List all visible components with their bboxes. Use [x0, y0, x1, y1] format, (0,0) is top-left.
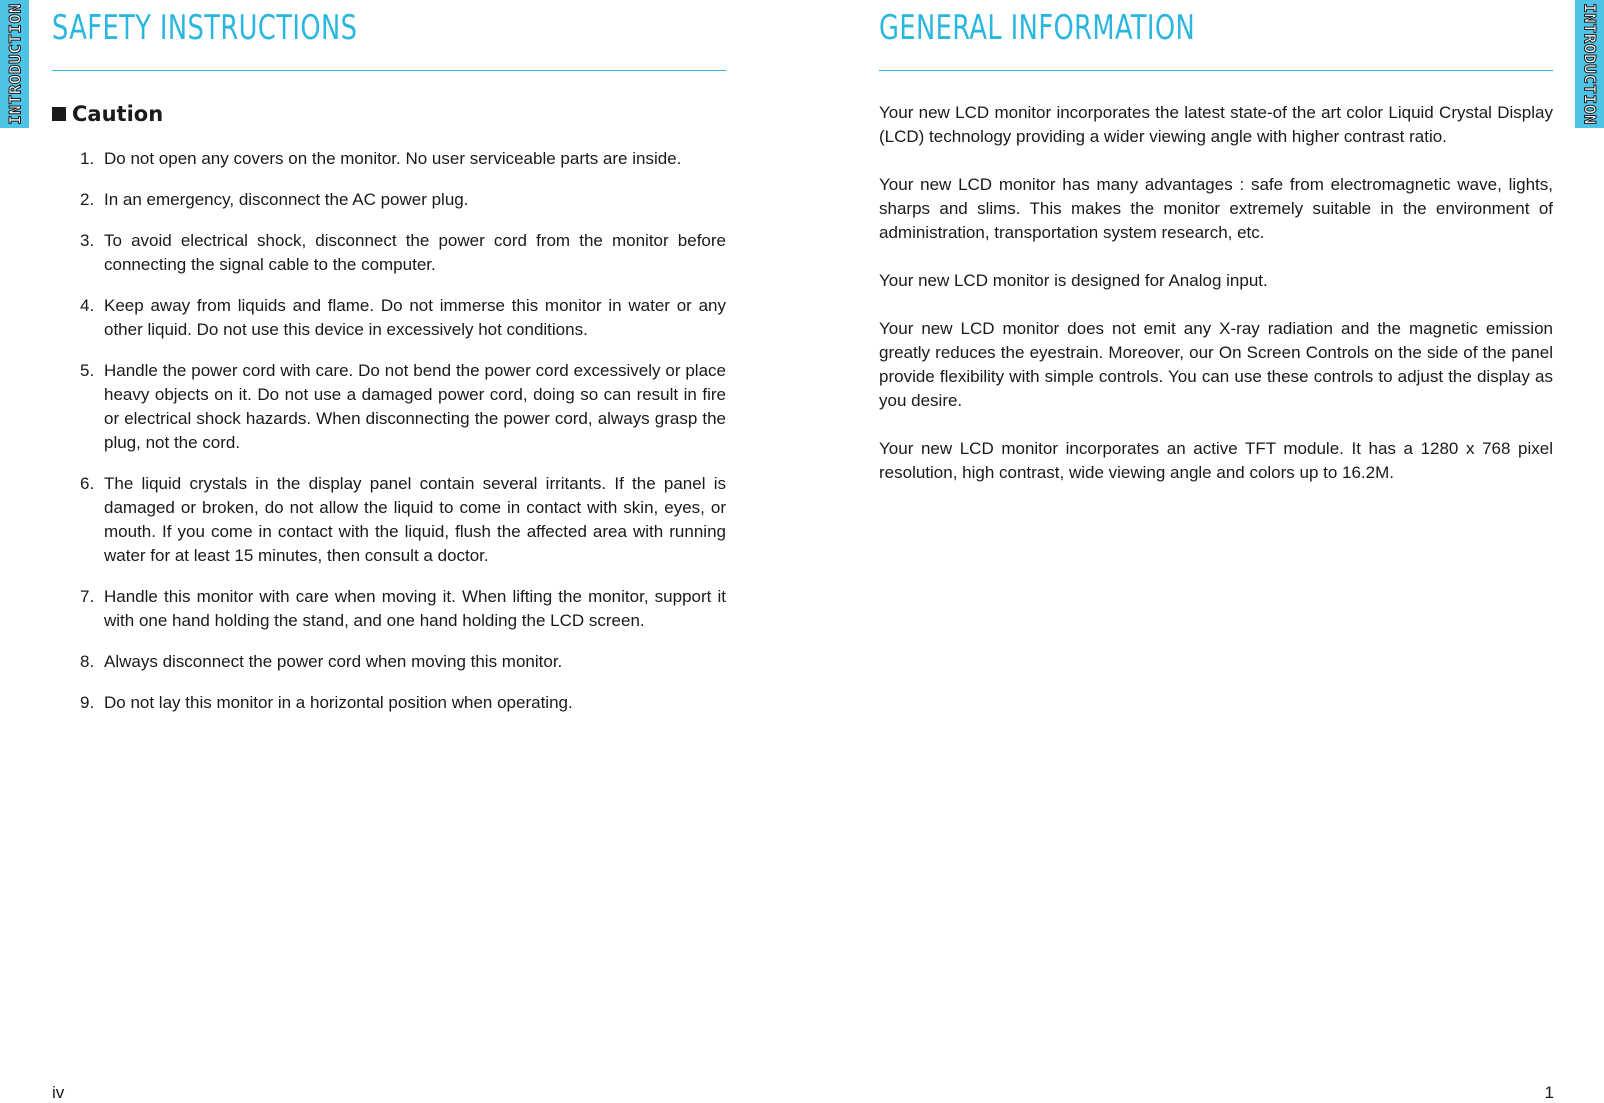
item-text: Keep away from liquids and flame. Do not immerse this monitor in water or any other liquid. Do not use this device in excessively hot conditions.	[104, 296, 726, 339]
item-text: Handle this monitor with care when moving it. When lifting the monitor, support it with one hand holding the stand, and one hand holding the LCD screen.	[104, 587, 726, 630]
item-number: 6.	[80, 474, 95, 493]
item-text: Do not open any covers on the monitor. No user serviceable parts are inside.	[104, 149, 682, 168]
item-text: In an emergency, disconnect the AC power plug.	[104, 190, 469, 209]
list-item	[80, 188, 726, 212]
paragraph: Your new LCD monitor has many advantages : safe from electromagnetic wave, lights, sharps and slims. This makes the monitor extremely suitable in the environment of administration, transportation system research, etc.	[879, 175, 1553, 242]
section-tab-label: INTRODUCTION	[1580, 3, 1599, 125]
item-text: To avoid electrical shock, disconnect the power cord from the monitor before connecting the signal cable to the computer.	[104, 231, 726, 274]
caution-heading-label: Caution	[72, 102, 164, 126]
item-number: 4.	[80, 296, 95, 315]
item-number: 1.	[80, 149, 95, 168]
paragraph: Your new LCD monitor does not emit any X-ray radiation and the magnetic emission greatly reduces the eyestrain. Moreover, our On Screen Controls on the side of the panel provide flexibility with simple controls. You can use these controls to adjust the display as you desire.	[879, 319, 1553, 410]
general-info-body	[879, 101, 1553, 509]
list-item	[80, 585, 726, 633]
caution-heading	[52, 102, 163, 126]
item-number: 2.	[80, 190, 95, 209]
page-number-right: 1	[1544, 1083, 1554, 1102]
paragraph: Your new LCD monitor incorporates the latest state-of the art color Liquid Crystal Display (LCD) technology providing a wider viewing angle with higher contrast ratio.	[879, 103, 1553, 146]
list-item	[80, 650, 726, 674]
section-tab-right	[1575, 0, 1604, 128]
title-divider	[879, 70, 1553, 71]
list-item	[80, 472, 726, 568]
paragraph: Your new LCD monitor incorporates an active TFT module. It has a 1280 x 768 pixel resolution, high contrast, wide viewing angle and colors up to 16.2M.	[879, 439, 1553, 482]
page-title-general: GENERAL INFORMATION	[879, 8, 1196, 48]
item-number: 3.	[80, 231, 95, 250]
list-item	[80, 359, 726, 455]
item-text: Do not lay this monitor in a horizontal position when operating.	[104, 693, 573, 712]
item-text: Handle the power cord with care. Do not bend the power cord excessively or place heavy objects on it. Do not use a damaged power cord, doing so can result in fire or electrical shock hazards. When disconnecting the power cord, always grasp the plug, not the cord.	[104, 361, 726, 452]
item-text: Always disconnect the power cord when moving this monitor.	[104, 652, 563, 671]
page-number-left: iv	[52, 1083, 65, 1102]
page-title-safety: SAFETY INSTRUCTIONS	[52, 8, 358, 48]
item-number: 9.	[80, 693, 95, 712]
section-tab-left	[0, 0, 29, 128]
list-item	[80, 229, 726, 277]
paragraph: Your new LCD monitor is designed for Analog input.	[879, 271, 1268, 290]
item-text: The liquid crystals in the display panel contain several irritants. If the panel is damaged or broken, do not allow the liquid to come in contact with skin, eyes, or mouth. If you come in contact with the liquid, flush the affected area with running water for at least 15 minutes, then consult a doctor.	[104, 474, 726, 565]
item-number: 8.	[80, 652, 95, 671]
safety-list	[80, 147, 726, 732]
left-page	[0, 0, 802, 1102]
title-divider	[52, 70, 726, 71]
right-page	[802, 0, 1604, 1102]
list-item	[80, 147, 726, 171]
item-number: 5.	[80, 361, 95, 380]
list-item	[80, 691, 726, 715]
item-number: 7.	[80, 587, 95, 606]
section-tab-label: INTRODUCTION	[5, 3, 24, 125]
square-bullet-icon	[52, 107, 66, 121]
list-item	[80, 294, 726, 342]
